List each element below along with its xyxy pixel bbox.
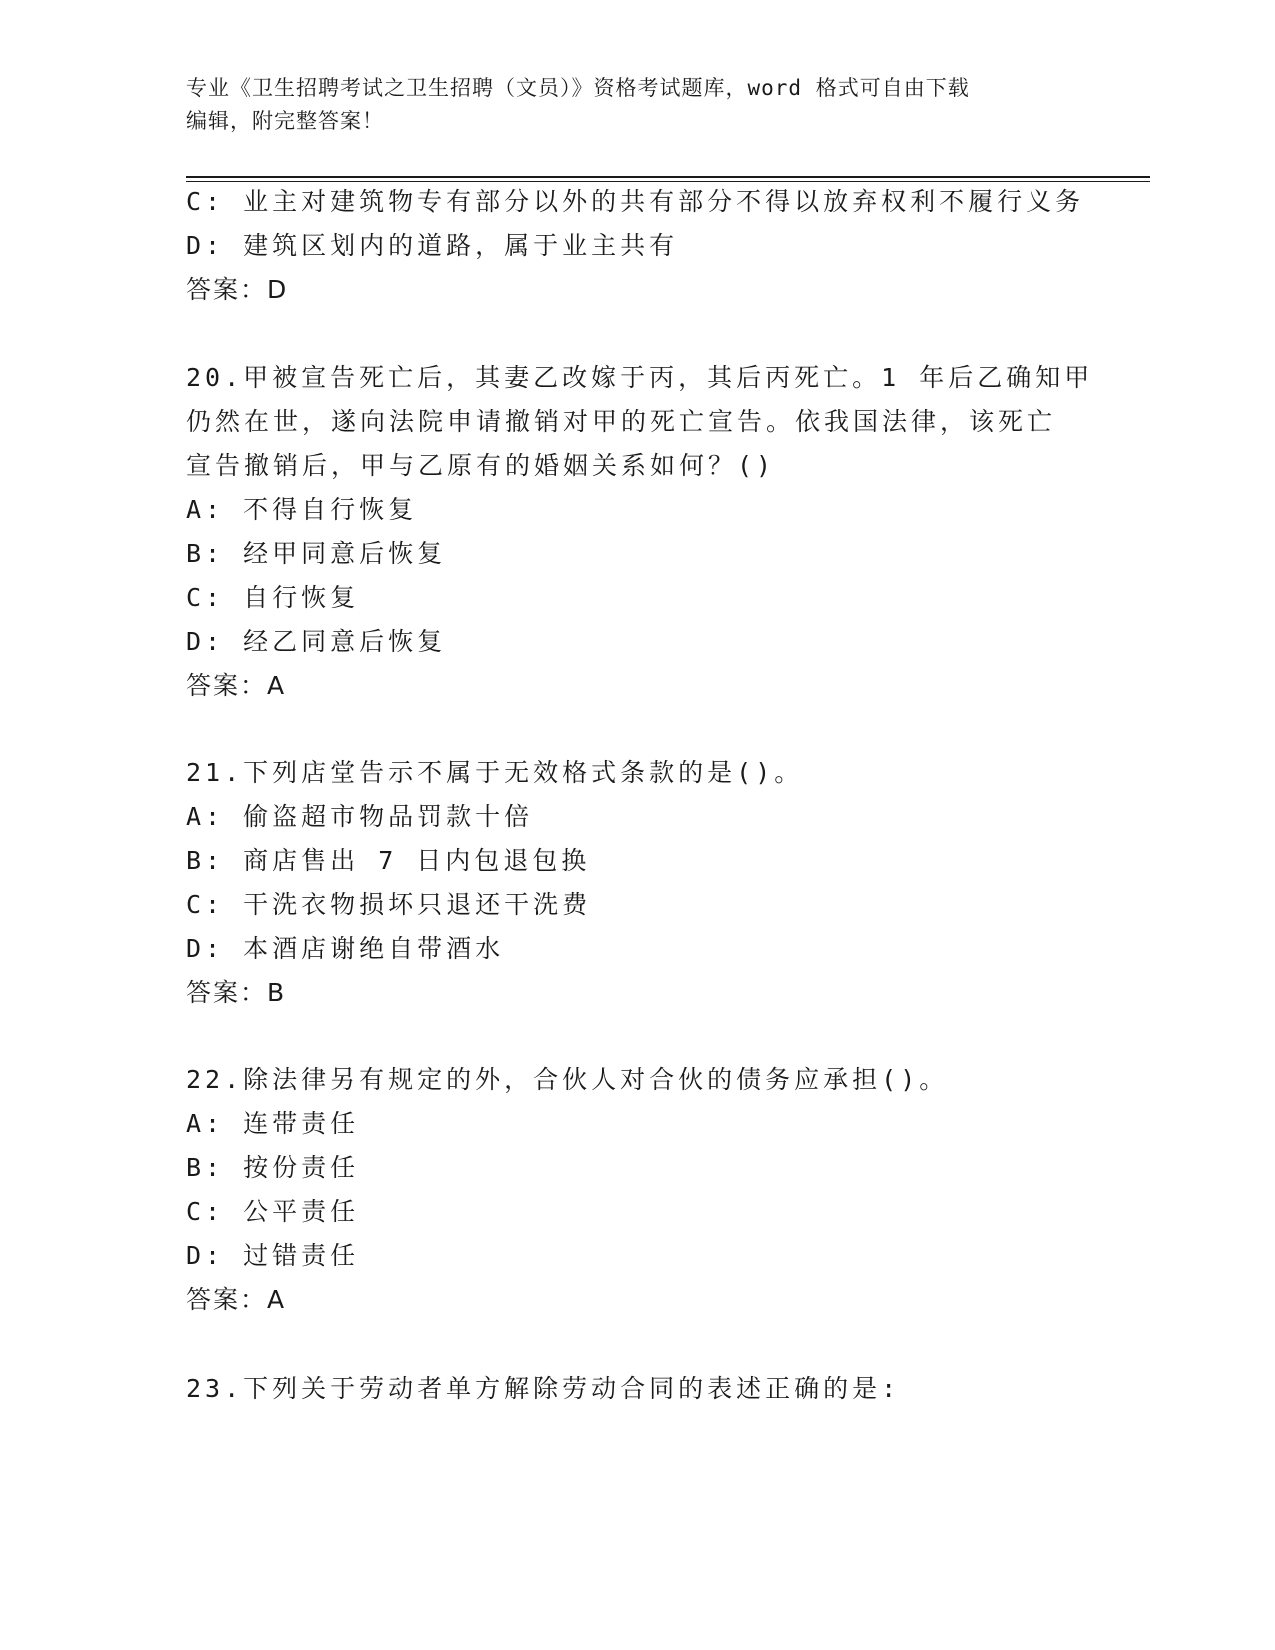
q21-option-a: A: 偷盗超市物品罚款十倍 (186, 802, 534, 831)
q20-stem-line-3: 宣告撤销后，甲与乙原有的婚姻关系如何？() (186, 451, 776, 480)
q20-answer: 答案：A (186, 671, 287, 700)
q19-option-d: D: 建筑区划内的道路，属于业主共有 (186, 231, 679, 260)
q20-stem-line-1: 20.甲被宣告死亡后，其妻乙改嫁于丙，其后丙死亡。1 年后乙确知甲 (186, 363, 1094, 392)
q22-option-b: B: 按份责任 (186, 1153, 360, 1182)
q19-answer: 答案：D (186, 275, 289, 304)
q21-answer: 答案：B (186, 978, 287, 1007)
q20-option-c: C: 自行恢复 (186, 583, 360, 612)
q20-option-d: D: 经乙同意后恢复 (186, 627, 447, 656)
q19-option-c: C: 业主对建筑物专有部分以外的共有部分不得以放弃权利不履行义务 (186, 187, 1085, 216)
q20-stem-line-2: 仍然在世，遂向法院申请撤销对甲的死亡宣告。依我国法律，该死亡 (186, 407, 1057, 436)
header-line-2: 编辑，附完整答案！ (186, 109, 384, 133)
q21-option-d: D: 本酒店谢绝自带酒水 (186, 934, 505, 963)
q23-stem-line-1: 23.下列关于劳动者单方解除劳动合同的表述正确的是: (186, 1374, 901, 1403)
header-divider-thin (186, 181, 1150, 182)
q22-option-d: D: 过错责任 (186, 1241, 360, 1270)
q22-option-c: C: 公平责任 (186, 1197, 360, 1226)
q20-option-a: A: 不得自行恢复 (186, 495, 418, 524)
header-divider-thick (186, 176, 1150, 178)
q21-option-b: B: 商店售出 7 日内包退包换 (186, 846, 591, 875)
q22-option-a: A: 连带责任 (186, 1109, 360, 1138)
q22-stem-line-1: 22.除法律另有规定的外，合伙人对合伙的债务应承担()。 (186, 1065, 949, 1094)
document-header (186, 72, 1086, 138)
q21-stem-line-1: 21.下列店堂告示不属于无效格式条款的是()。 (186, 758, 804, 787)
q22-answer: 答案：A (186, 1285, 287, 1314)
q20-option-b: B: 经甲同意后恢复 (186, 539, 447, 568)
q21-option-c: C: 干洗衣物损坏只退还干洗费 (186, 890, 592, 919)
header-line-1: 专业《卫生招聘考试之卫生招聘（文员）》资格考试题库，word 格式可自由下载 (186, 76, 970, 100)
